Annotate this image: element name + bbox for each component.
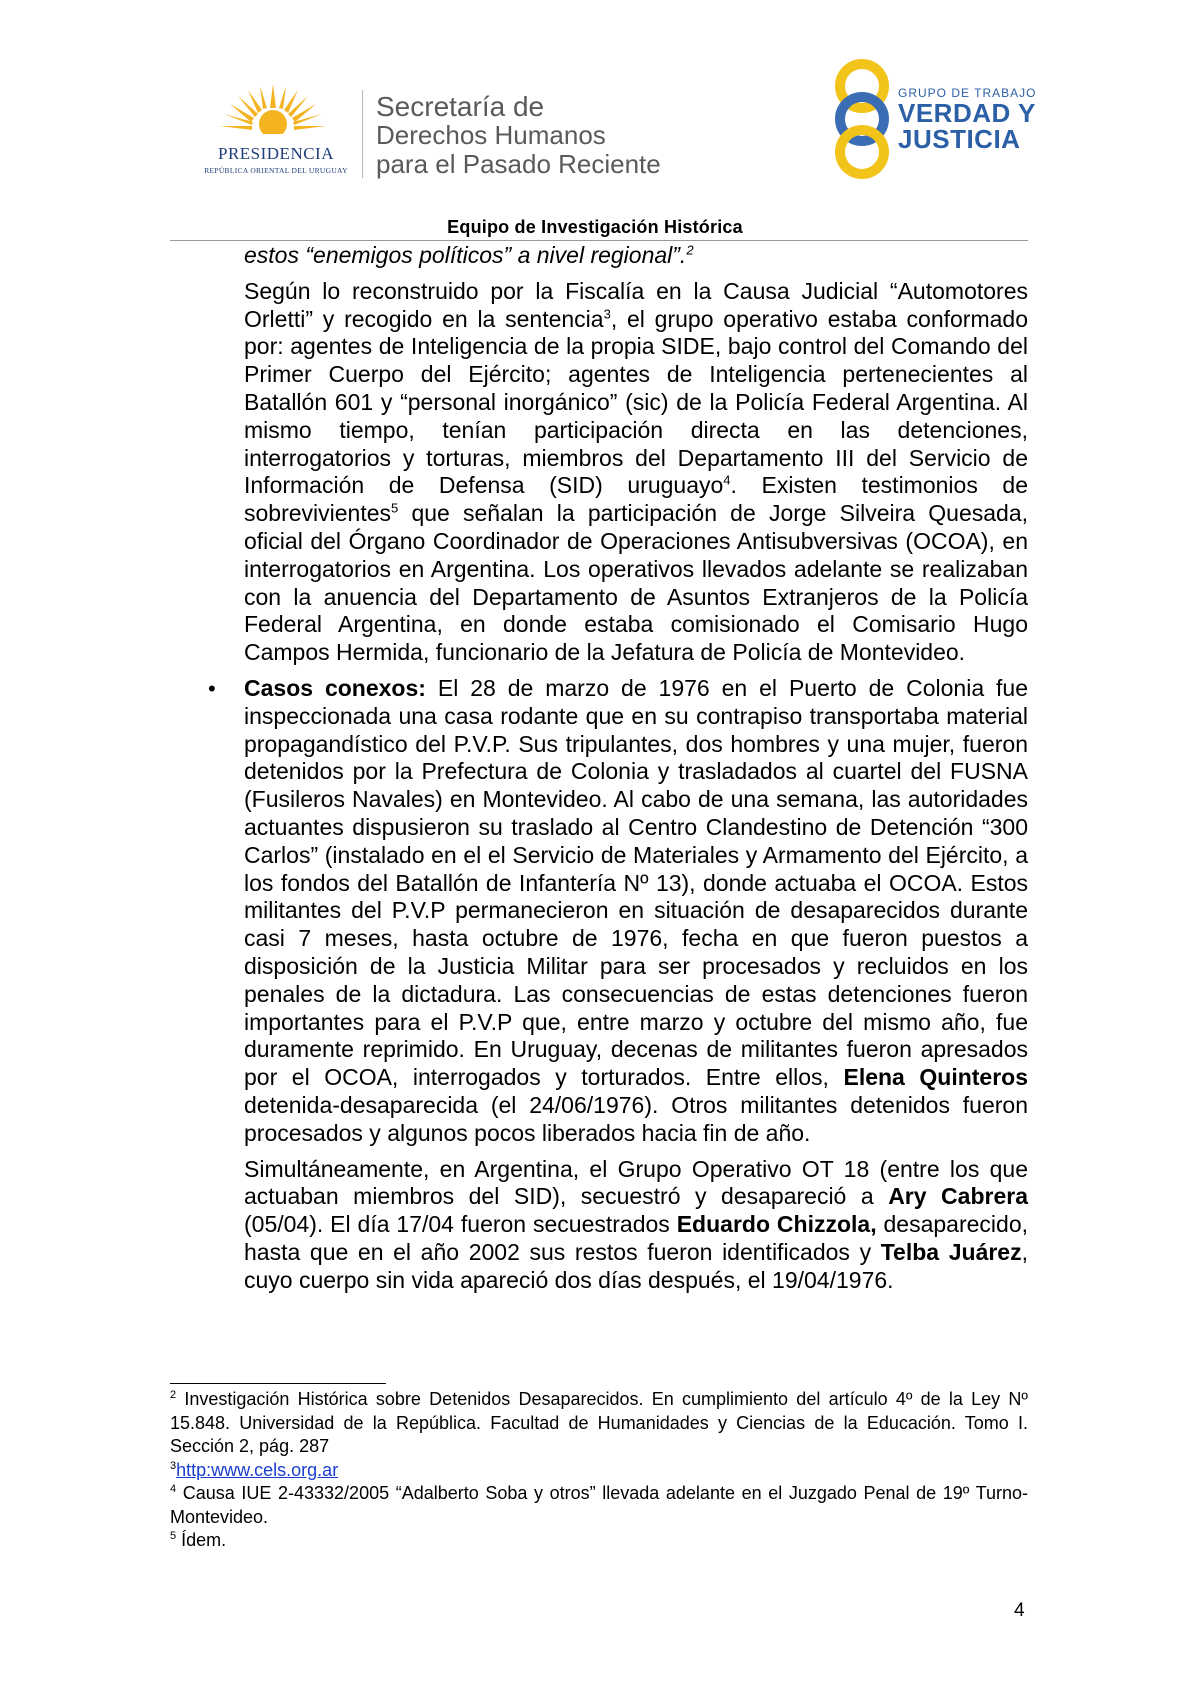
section-header: Equipo de Investigación Histórica [447, 217, 743, 237]
footnote-4: $^4$ Causa IUE 2-43332/2005 “Adalberto Soba y otros” llevada adelante en el Juzgado Penal de 19º Turno-Montevideo. [170, 1483, 1028, 1527]
footnotes [170, 1388, 1028, 1553]
paragraph-casos-conexos: • Casos conexos: El 28 de marzo de 1976 en el Puerto de Colonia fue inspeccionada una casa rodante que en su contrapiso transportaba material propagandístico del P.V.P. Sus tripulantes, dos hombres y una mujer, fueron detenidos por la Prefectura de Colonia y trasladados al cuartel del FUSNA (Fusileros Navales) en Montevideo. Al cabo de una semana, las autoridades actuantes dispusieron su traslado al Centro Clandestino de Detención “300 Carlos” (instalado en el el Servicio de Materiales y Armamento del Ejército, a los fondos del Batallón de Infantería Nº 13), donde actuaba el OCOA. Estos militantes del P.V.P permanecieron en situación de desaparecidos durante casi 7 meses, hasta octubre de 1976, fecha en que fueron puestos a disposición de la Justicia Militar para ser procesados y recluidos en los penales de la dictadura. Las consecuencias de estas detenciones fueron importantes para el P.V.P que, entre marzo y octubre del mismo año, fue duramente reprimido. En Uruguay, decenas de militantes fueron apresados por el OCOA, interrogados y torturados. Entre ellos, Elena Quinteros detenida-desaparecida (el 24/06/1976). Otros militantes detenidos fueron procesados y algunos pocos liberados hacia fin de año. [208, 674, 1029, 1146]
footnote-3: $^3$http:www.cels.org.ar [170, 1459, 339, 1480]
secretaria-line-1: Secretaría de [376, 91, 545, 122]
cels-link[interactable]: http:www.cels.org.ar [176, 1459, 339, 1480]
name-ary-cabrera: Ary Cabrera [888, 1183, 1028, 1210]
sun-emblem-icon [218, 82, 328, 152]
verdad-justicia-wordmark [898, 86, 1036, 152]
presidencia-name: PRESIDENCIA [217, 144, 334, 163]
justicia-label: JUSTICIA [898, 124, 1021, 154]
header-rule [170, 240, 1028, 241]
footnote-separator [170, 1383, 386, 1384]
name-telba-juarez: Telba Juárez [880, 1238, 1022, 1265]
footnote-5: $^5$ Ídem. [170, 1530, 227, 1550]
verdad-justicia-rings-icon [822, 56, 902, 182]
document-body [208, 242, 1029, 1302]
casos-conexos-label: Casos conexos: [244, 674, 426, 701]
page-number: 4 [1014, 1600, 1025, 1621]
name-eduardo-chizzola: Eduardo Chizzola, [676, 1211, 877, 1238]
paragraph-orletti: Según lo reconstruido por la Fiscalía en la Causa Judicial “Automotores Orletti” y recogido en la sentencia$^3$, el grupo operativo estaba conformado por: agentes de Inteligencia de la propia SIDE, bajo control del Comando del Primer Cuerpo del Ejército; agentes de Inteligencia pertenecientes al Batallón 601 y “personal inorgánico” (sic) de la Policía Federal Argentina. Al mismo tiempo, tenían participación directa en las detenciones, interrogatorios y torturas, miembros del Departamento III del Servicio de Información de Defensa (SID) uruguayo$^4$. Existen testimonios de sobrevivientes$^5$ que señalan la participación de Jorge Silveira Quesada, oficial del Órgano Coordinador de Operaciones Antisubversivas (OCOA), en interrogatorios en Argentina. Los operativos llevados adelante se realizaban con la anuencia del Departamento de Asuntos Extranjeros de la Policía Federal Argentina, en donde estaba comisionado el Comisario Hugo Campos Hermida, funcionario de la Jefatura de Policía de Montevideo. [244, 277, 1028, 666]
header-divider [362, 90, 363, 178]
footnote-ref-3[interactable]: 3 [603, 305, 611, 321]
paragraph-simultaneamente: Simultáneamente, en Argentina, el Grupo Operativo OT 18 (entre los que actuaban miembros del SID), secuestró y desapareció a Ary Cabrera (05/04). El día 17/04 fueron secuestrados Eduardo Chizzola, desaparecido, hasta que en el año 2002 sus restos fueron identificados y Telba Juárez, cuyo cuerpo sin vida apareció dos días después, el 19/04/1976. [244, 1155, 1028, 1293]
footnote-ref-5[interactable]: 5 [391, 500, 399, 516]
footnote-2: $^2$ Investigación Histórica sobre Detenidos Desaparecidos. En cumplimiento del artículo 4º de la Ley Nº 15.848. Universidad de la República. Facultad de Humanidades y Ciencias de la Educación. Tomo I. Sección 2, pág. 287 [170, 1389, 1028, 1456]
secretaria-title [376, 92, 661, 179]
name-elena-quinteros: Elena Quinteros [843, 1064, 1028, 1091]
secretaria-line-3: para el Pasado Reciente [376, 149, 661, 179]
secretaria-line-2: Derechos Humanos [376, 120, 606, 150]
grupo-label: GRUPO DE TRABAJO [898, 86, 1037, 100]
presidencia-logo [196, 82, 356, 182]
footnote-ref-4[interactable]: 4 [723, 472, 731, 488]
verdad-label: VERDAD Y [898, 98, 1036, 128]
paragraph-continuation: estos “enemigos políticos” a nivel regional”.$^2$ [244, 242, 694, 268]
presidencia-subtitle: REPÚBLICA ORIENTAL DEL URUGUAY [204, 166, 348, 175]
bullet-icon: • [208, 675, 216, 701]
footnote-ref-2[interactable]: 2 [686, 242, 694, 258]
